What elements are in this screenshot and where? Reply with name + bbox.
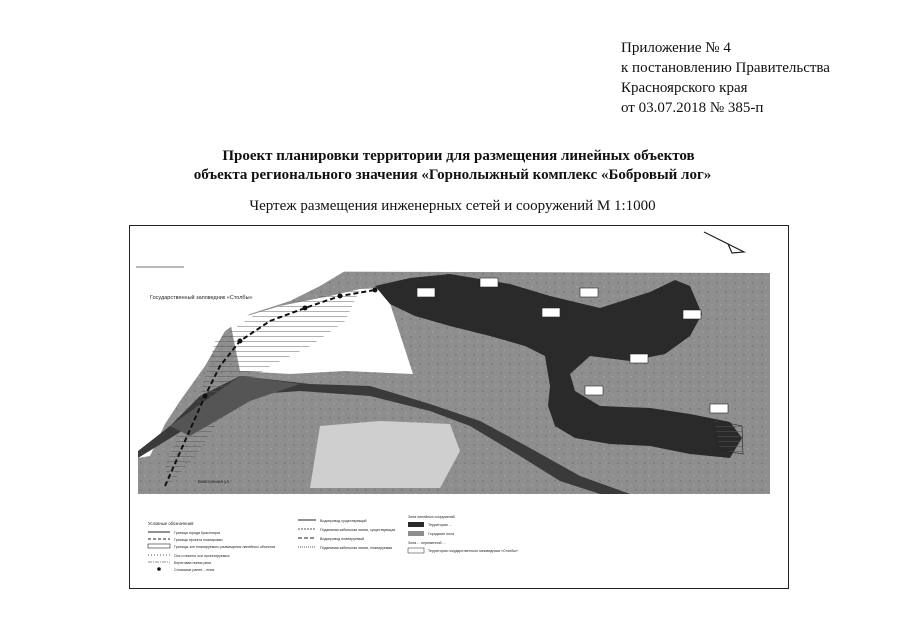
legend-item: Сносимые ранее ...ения xyxy=(174,568,215,572)
legend-item: Подземная кабельная линия, планируемая xyxy=(320,546,393,550)
appendix-block xyxy=(621,38,830,118)
legend-item: Границы зон планируемого размещения линейных объектов xyxy=(174,545,276,549)
legend-dot-icon xyxy=(157,567,161,571)
document-title-line-1: Проект планировки территории для размещения линейных объектов xyxy=(222,148,695,164)
map-marker-box xyxy=(585,386,603,395)
appendix-line-4: от 03.07.2018 № 385-п xyxy=(621,100,764,116)
legend-swatch-icon xyxy=(408,548,424,553)
boundary-point-icon xyxy=(338,294,343,299)
legend xyxy=(148,515,518,572)
map-marker-box xyxy=(710,404,728,413)
legend-swatch-icon xyxy=(408,522,424,527)
legend-item: Граница города Красноярск xyxy=(174,531,221,535)
legend-item: Береговая линия реки xyxy=(174,561,212,565)
white-patch-2 xyxy=(310,421,460,488)
legend-item: Городские леса xyxy=(428,532,454,536)
boundary-point-icon xyxy=(303,306,308,311)
map-marker-box xyxy=(542,308,560,317)
legend-item: Граница проекта планировки xyxy=(174,538,223,542)
document-title-line-2: объекта регионального значения «Горнолыжный комплекс «Бобровый лог» xyxy=(193,167,712,183)
north-arrow-icon xyxy=(704,232,744,253)
legend-title: Условные обозначения: xyxy=(148,521,195,526)
legend-item: Водопровод планируемый xyxy=(320,537,365,541)
legend-item: Подземная кабельная линия, существующая xyxy=(320,528,396,532)
legend-box-icon xyxy=(148,544,170,548)
boundary-point-icon xyxy=(373,288,378,293)
legend-item: Зона ... переменной ... xyxy=(408,541,446,545)
legend-item: Зона линейных сооружений xyxy=(408,515,455,519)
appendix-line-1: Приложение № 4 xyxy=(621,40,731,56)
reserve-label: Государственный заповедник «Столбы» xyxy=(150,295,253,301)
legend-item: Ось и пикеты оси проектируемых xyxy=(174,554,230,558)
appendix-line-3: Красноярского края xyxy=(621,80,748,96)
map-marker-box xyxy=(683,310,701,319)
map-marker-box xyxy=(417,288,435,297)
appendix-line-2: к постановлению Правительства xyxy=(621,60,830,76)
boundary-point-icon xyxy=(203,394,208,399)
legend-swatch-icon xyxy=(408,531,424,536)
legend-item: Территории ... xyxy=(428,523,452,527)
map-frame xyxy=(129,225,789,589)
map-marker-box xyxy=(580,288,598,297)
map-marker-box xyxy=(630,354,648,363)
document-subtitle: Чертеж размещения инженерных сетей и сооружений М 1:1000 xyxy=(249,198,656,214)
map-marker-box xyxy=(480,278,498,287)
map-drawing xyxy=(130,226,788,588)
legend-item: Территории государственного заповедника «Столбы» xyxy=(428,549,518,553)
boundary-point-icon xyxy=(238,339,243,344)
legend-item: Водопровод существующий xyxy=(320,519,367,523)
road-label: Биатлонная ул. xyxy=(198,479,231,484)
